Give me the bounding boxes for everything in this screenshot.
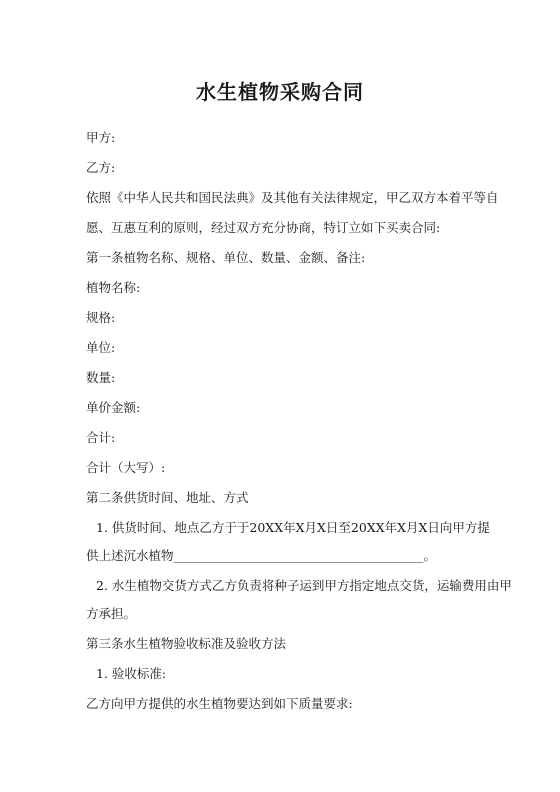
article-2-heading: 第二条供货时间、地址、方式: [86, 490, 249, 505]
party-a-line: 甲方:: [86, 130, 116, 145]
unit-line: 单位:: [86, 340, 116, 355]
spec-line: 规格:: [86, 310, 116, 325]
supply-time-line-2: 供上述沉水植物________________________________________。: [86, 548, 437, 563]
unit-price-line: 单价金额:: [86, 400, 141, 415]
delivery-method-line-1: 2. 水生植物交货方式乙方负责将种子运到甲方指定地点交货，运输费用由甲: [96, 578, 512, 593]
party-b-line: 乙方:: [86, 160, 116, 175]
preamble-line-2: 愿、互惠互利的原则，经过双方充分协商，特订立如下买卖合同:: [86, 220, 441, 235]
quality-requirement-line: 乙方向甲方提供的水生植物要达到如下质量要求:: [86, 696, 353, 711]
supply-time-line-1: 1. 供货时间、地点乙方于于20XX年X月X日至20XX年X月X日向甲方提: [96, 520, 490, 535]
quantity-line: 数量:: [86, 370, 116, 385]
total-capital-line: 合计（大写）:: [86, 460, 166, 475]
article-1-heading: 第一条植物名称、规格、单位、数量、金额、备注:: [86, 250, 366, 265]
plant-name-line: 植物名称:: [86, 280, 141, 295]
total-line: 合计:: [86, 430, 116, 445]
document-title: 水生植物采购合同: [196, 80, 364, 104]
preamble-line-1: 依照《中华人民共和国民法典》及其他有关法律规定，甲乙双方本着平等自: [86, 190, 499, 205]
acceptance-standard-line: 1. 验收标准:: [96, 666, 167, 681]
delivery-method-line-2: 方承担。: [86, 606, 137, 621]
article-3-heading: 第三条水生植物验收标准及验收方法: [86, 636, 287, 651]
